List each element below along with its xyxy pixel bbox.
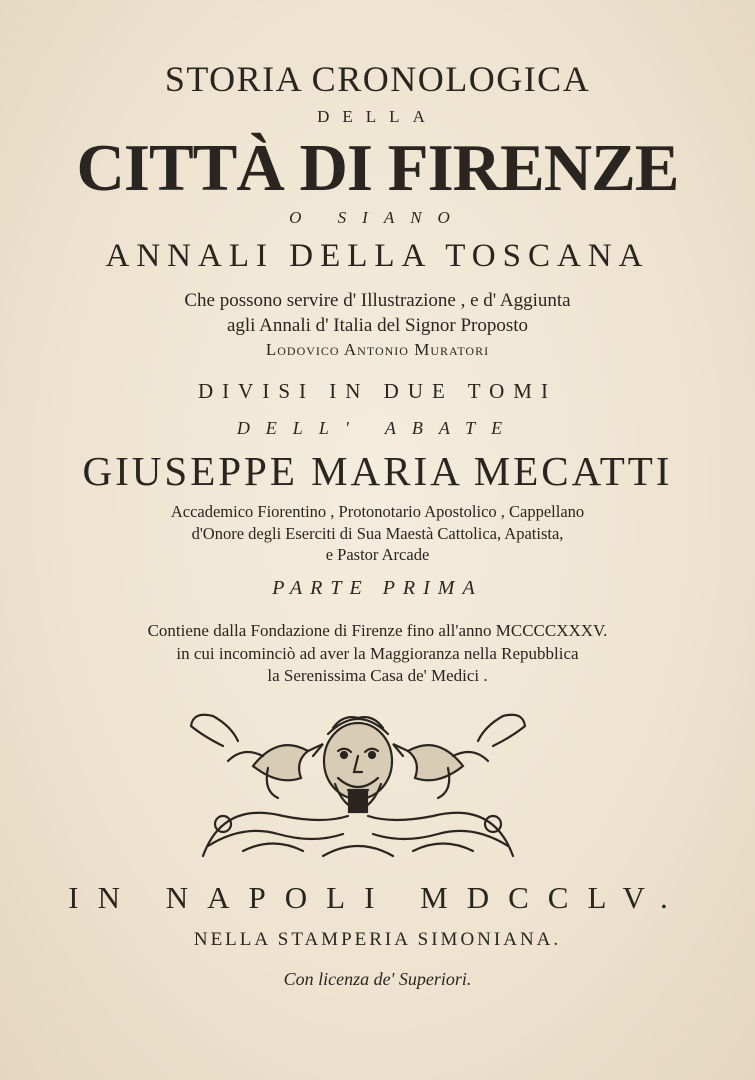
volumes-line: DIVISI IN DUE TOMI <box>198 379 557 403</box>
author-name: GIUSEPPE MARIA MECATTI <box>82 448 673 494</box>
contents-line-1: Contiene dalla Fondazione di Firenze fino all'anno MCCCCXXXV. <box>147 621 608 640</box>
imprint-printer: NELLA STAMPERIA SIMONIANA. <box>193 929 562 950</box>
title-o-siano: O SIANO <box>289 208 466 227</box>
author-titles-3: e Pastor Arcade <box>325 545 430 564</box>
subtitle-muratori: Lodovico Antonio Muratori <box>265 340 490 359</box>
part-heading: PARTE PRIMA <box>272 577 483 599</box>
title-della: DELLA <box>317 107 438 126</box>
title-annali-della-toscana: ANNALI DELLA TOSCANA <box>105 238 650 274</box>
imprint-place-date: IN NAPOLI MDCCLV. <box>68 880 687 915</box>
author-titles-2: d'Onore degli Eserciti di Sua Maestà Cattolica, Apatista, <box>191 524 564 543</box>
contents-line-3: la Serenissima Casa de' Medici . <box>267 666 488 685</box>
subtitle-line-2: agli Annali d' Italia del Signor Proposto <box>226 315 529 336</box>
contents-line-2: in cui incominciò ad aver la Maggioranza nella Repubblica <box>176 644 579 663</box>
imprint-license: Con licenza de' Superiori. <box>283 969 472 989</box>
author-titles-1: Accademico Fiorentino , Protonotario Apostolico , Cappellano <box>170 502 585 521</box>
author-prefix: DELL' ABATE <box>236 418 519 438</box>
title-citta-di-firenze: CITTÀ DI FIRENZE <box>76 131 679 205</box>
subtitle-line-1: Che possono servire d' Illustrazione , e d' Aggiunta <box>184 290 571 311</box>
mascaron-with-birds-ornament-icon <box>183 706 533 862</box>
title-storia-cronologica: STORIA CRONOLOGICA <box>164 59 591 99</box>
